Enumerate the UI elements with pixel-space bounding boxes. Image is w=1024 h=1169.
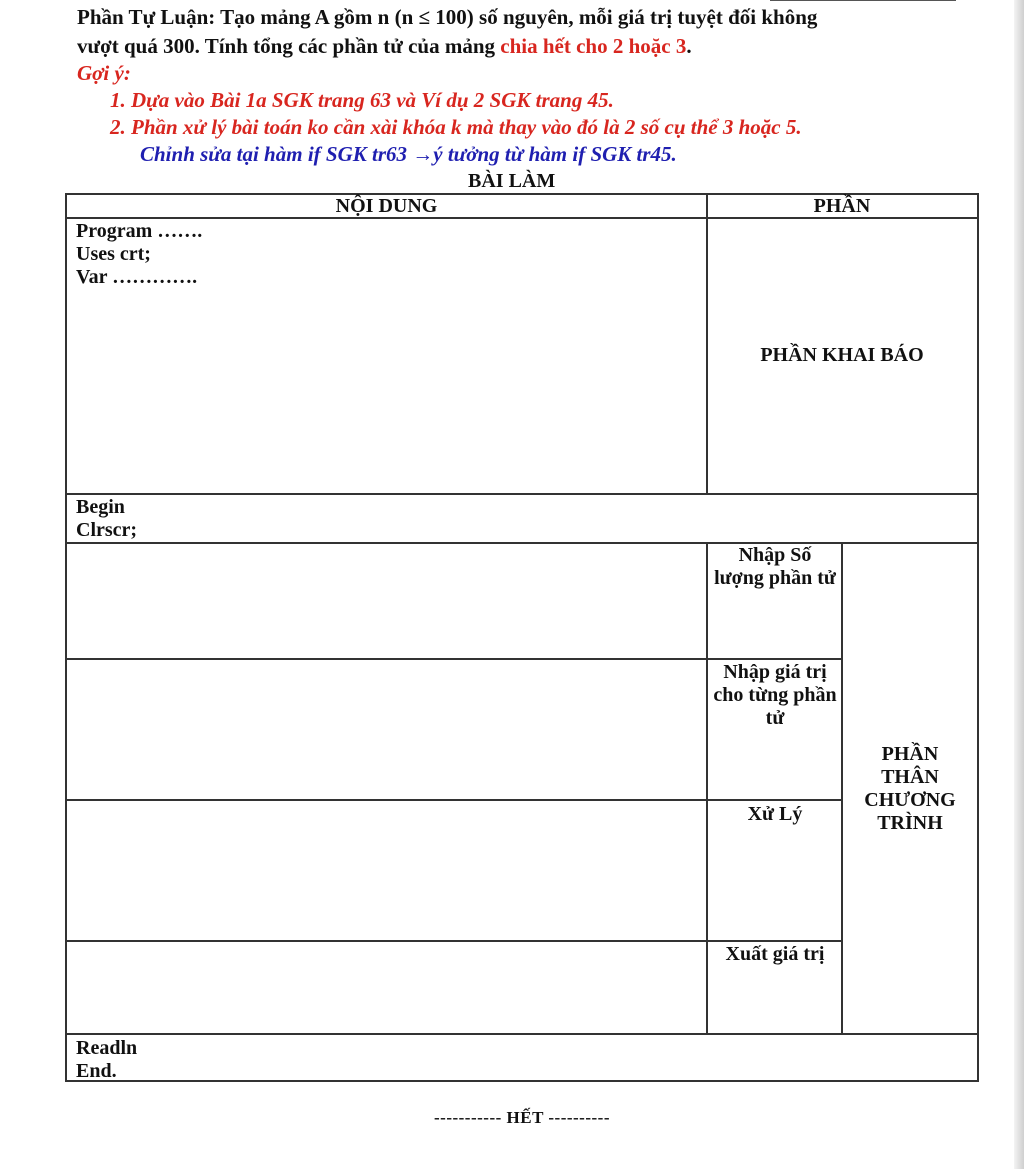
footer-end-text: HẾT [506, 1108, 544, 1127]
column-header-content: NỘI DUNG [335, 195, 438, 217]
page-edge-shadow [1014, 0, 1024, 1169]
instruction-line-2-suffix: . [686, 34, 692, 58]
begin-line: Begin [76, 496, 125, 518]
instruction-line-2-prefix: vượt quá 300. Tính tổng các phần tử của mảng [77, 34, 501, 58]
end-line: Readln [76, 1037, 138, 1059]
footer-dashes-left: ----------- [434, 1108, 502, 1127]
declaration-section-label: PHẦN KHAI BÁO [760, 344, 924, 366]
footer-dashes-right: ---------- [548, 1108, 610, 1127]
worksheet-title: BÀI LÀM [468, 170, 556, 192]
declaration-line: Uses crt; [76, 243, 151, 265]
program-body-label: PHẦN THÂN CHƯƠNG TRÌNH [864, 743, 956, 834]
hint-label: Gợi ý: [77, 61, 131, 85]
column-header-part: PHẦN [813, 195, 871, 217]
instruction-line-1: Phần Tự Luận: Tạo mảng A gồm n (n ≤ 100) số nguyên, mỗi giá trị tuyệt đối không [77, 5, 818, 29]
step-process: Xử Lý [747, 803, 803, 825]
document-footer [0, 1108, 1024, 1128]
declaration-line: Var …………. [76, 266, 198, 288]
hint-item-1: 1. Dựa vào Bài 1a SGK trang 63 và Ví dụ 2 SGK trang 45. [110, 88, 614, 112]
step-output: Xuất giá trị [725, 943, 825, 965]
instruction-highlight: chia hết cho 2 hoặc 3 [500, 34, 687, 58]
step-input-values: Nhập giá trị cho từng phần tử [713, 661, 837, 729]
instruction-line-2 [77, 33, 692, 59]
hint-item-2: 2. Phần xử lý bài toán ko cần xài khóa k mà thay vào đó là 2 số cụ thể 3 hoặc 5. [110, 115, 802, 139]
end-line: End. [76, 1060, 117, 1082]
declaration-line: Program ……. [76, 220, 203, 242]
step-input-count: Nhập Số lượng phần tử [714, 544, 836, 589]
begin-line: Clrscr; [76, 519, 138, 541]
hint-note: Chỉnh sửa tại hàm if SGK tr63 →ý tưởng từ hàm if SGK tr45. [140, 142, 677, 166]
